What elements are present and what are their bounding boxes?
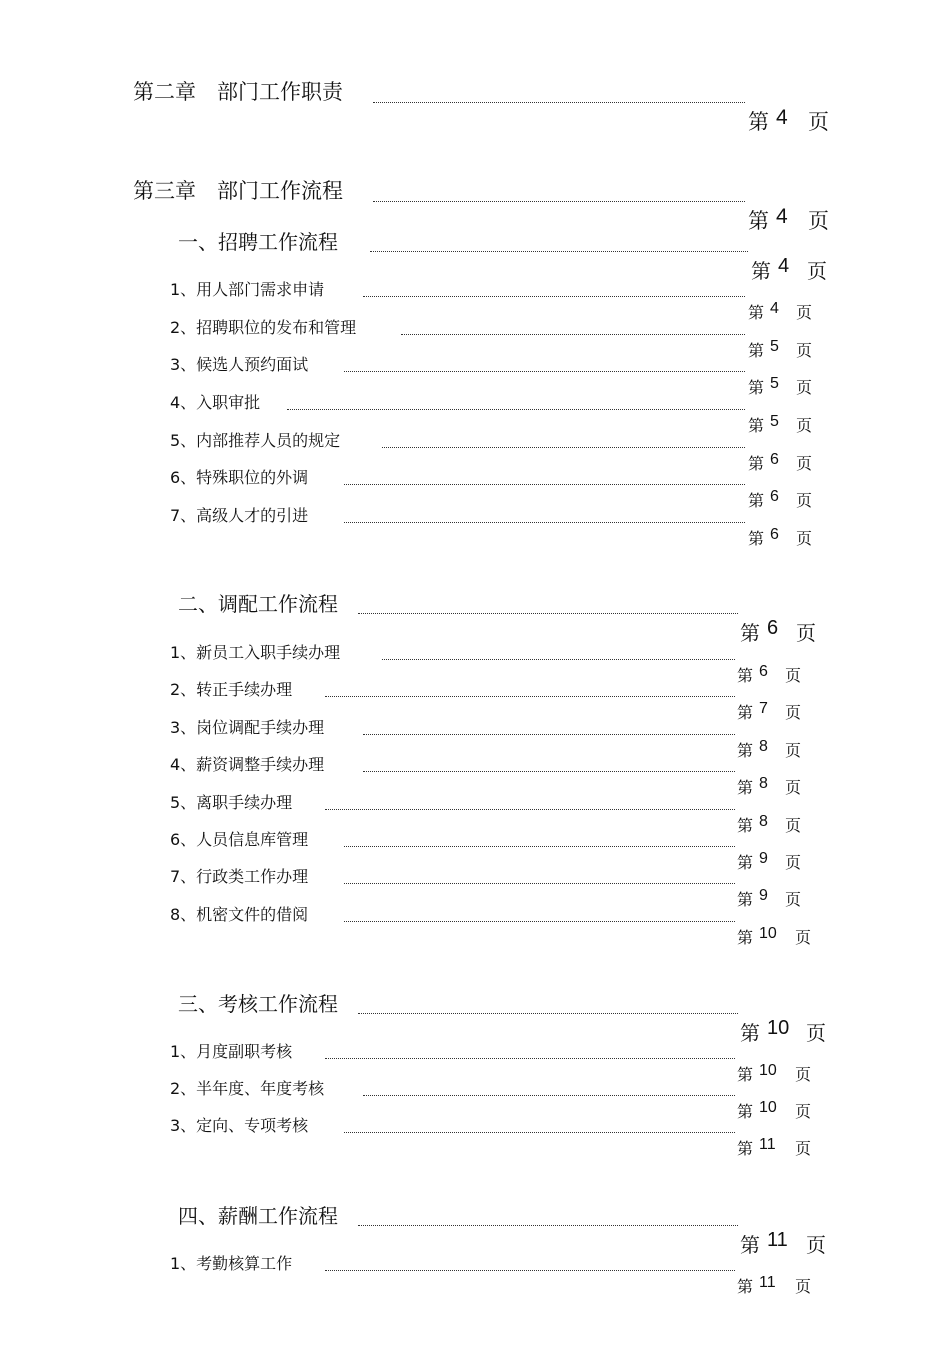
dot-leader [325,809,735,810]
page-prefix: 第 [748,341,765,360]
page-number: 4 [776,106,788,129]
toc-entry-item[interactable] [170,312,820,360]
dot-leader [363,1095,735,1096]
page-suffix: 页 [785,741,802,760]
page-suffix: 页 [808,209,829,233]
dot-leader [382,659,735,660]
toc-entry-item[interactable] [170,1036,820,1084]
page-prefix: 第 [737,1139,754,1158]
dot-leader [363,734,735,735]
toc-entry-title: 7、行政类工作办理 [170,867,309,886]
page-number: 11 [767,1229,788,1251]
dot-leader [363,771,735,772]
dot-leader [373,201,745,202]
page-number: 4 [776,205,788,228]
toc-entry-item[interactable] [170,637,810,685]
dot-leader [344,921,735,922]
dot-leader [287,409,745,410]
dot-leader [325,696,735,697]
toc-entry-title: 1、考勤核算工作 [170,1254,293,1273]
dot-leader [363,296,745,297]
page-suffix: 页 [796,341,813,360]
toc-entry-title: 四、薪酬工作流程 [178,1204,338,1228]
page-prefix: 第 [740,1021,760,1045]
page-number: 11 [759,1274,776,1291]
toc-entry-title: 3、岗位调配手续办理 [170,718,325,737]
page-suffix: 页 [807,259,827,283]
page-prefix: 第 [737,666,754,685]
page-number: 5 [770,338,779,355]
dot-leader [325,1058,735,1059]
toc-entry-title: 2、转正手续办理 [170,680,293,699]
toc-entry-item[interactable] [170,824,810,872]
page-number: 10 [759,925,777,942]
toc-entry-section-1[interactable] [178,229,833,283]
dot-leader [344,484,745,485]
dot-leader [344,846,735,847]
page-suffix: 页 [796,378,813,397]
toc-entry-title: 2、招聘职位的发布和管理 [170,318,357,337]
page-prefix: 第 [737,1102,754,1121]
toc-entry-title: 二、调配工作流程 [178,592,338,616]
toc-entry-section-4[interactable] [178,1203,833,1257]
page-prefix: 第 [748,491,765,510]
page-number: 8 [759,775,768,792]
page-prefix: 第 [748,454,765,473]
dot-leader [344,371,745,372]
page-prefix: 第 [748,378,765,397]
page-number: 9 [759,850,768,867]
page-suffix: 页 [785,816,802,835]
dot-leader [358,613,738,614]
dot-leader [401,334,745,335]
page-prefix: 第 [748,209,769,233]
page-number: 4 [778,255,790,277]
page-prefix: 第 [751,259,771,283]
toc-entry-title: 一、招聘工作流程 [178,230,338,254]
page-suffix: 页 [785,890,802,909]
page-prefix: 第 [737,816,754,835]
dot-leader [325,1270,735,1271]
page-number: 7 [759,700,768,717]
page-suffix: 页 [796,416,813,435]
page-suffix: 页 [795,1277,812,1296]
toc-entry-item[interactable] [170,787,810,835]
page-suffix: 页 [795,928,812,947]
page-prefix: 第 [748,529,765,548]
toc-entry-title: 4、入职审批 [170,393,261,412]
toc-entry-item[interactable] [170,274,820,322]
toc-entry-title: 1、新员工入职手续办理 [170,643,341,662]
page-suffix: 页 [785,703,802,722]
toc-entry-title: 6、人员信息库管理 [170,830,309,849]
toc-entry-title: 5、离职手续办理 [170,793,293,812]
toc-entry-item[interactable] [170,1073,820,1121]
toc-entry-title: 6、特殊职位的外调 [170,468,309,487]
page-suffix: 页 [795,1139,812,1158]
toc-entry-item[interactable] [170,349,820,397]
toc-entry-item[interactable] [170,712,810,760]
toc-entry-section-2[interactable] [178,591,823,645]
toc-entry-item[interactable] [170,500,820,548]
page-suffix: 页 [795,1102,812,1121]
page-prefix: 第 [737,1065,754,1084]
dot-leader [373,102,745,103]
toc-entry-item[interactable] [170,462,820,510]
page-suffix: 页 [796,454,813,473]
page-prefix: 第 [740,1233,760,1257]
page-number: 6 [759,663,768,680]
page-prefix: 第 [737,853,754,872]
toc-entry-chapter-2[interactable] [133,80,833,134]
page-prefix: 第 [737,778,754,797]
toc-entry-title: 1、月度副职考核 [170,1042,293,1061]
dot-leader [344,1132,735,1133]
page-prefix: 第 [737,890,754,909]
dot-leader [344,883,735,884]
toc-entry-title: 1、用人部门需求申请 [170,280,325,299]
page-prefix: 第 [748,416,765,435]
page-prefix: 第 [737,703,754,722]
page-prefix: 第 [737,741,754,760]
page-prefix: 第 [740,621,760,645]
page-suffix: 页 [796,491,813,510]
toc-entry-item[interactable] [170,425,820,473]
page-number: 11 [759,1136,776,1153]
page-suffix: 页 [785,853,802,872]
page-number: 6 [770,526,779,543]
page-prefix: 第 [748,303,765,322]
page-suffix: 页 [785,666,802,685]
page-number: 6 [770,451,779,468]
toc-entry-item[interactable] [170,387,820,435]
toc-entry-item[interactable] [170,674,810,722]
page-number: 5 [770,375,779,392]
page-number: 8 [759,738,768,755]
page-number: 5 [770,413,779,430]
dot-leader [370,251,748,252]
page-suffix: 页 [796,529,813,548]
page-number: 6 [767,617,779,639]
toc-entry-title: 5、内部推荐人员的规定 [170,431,341,450]
toc-entry-title: 7、高级人才的引进 [170,506,309,525]
toc-entry-title: 3、候选人预约面试 [170,355,309,374]
dot-leader [358,1013,738,1014]
toc-entry-item[interactable] [170,861,810,909]
toc-entry-title: 4、薪资调整手续办理 [170,755,325,774]
page-number: 4 [770,300,779,317]
dot-leader [344,522,745,523]
toc-entry-title: 三、考核工作流程 [178,992,338,1016]
page-number: 10 [759,1062,777,1079]
toc-entry-item[interactable] [170,1248,820,1296]
page-number: 8 [759,813,768,830]
toc-entry-title: 第二章 部门工作职责 [133,80,343,104]
page-number: 6 [770,488,779,505]
page-prefix: 第 [748,110,769,134]
page-suffix: 页 [785,778,802,797]
page-suffix: 页 [806,1233,826,1257]
toc-entry-chapter-3[interactable] [133,179,833,233]
toc-entry-title: 第三章 部门工作流程 [133,179,343,203]
page-prefix: 第 [737,1277,754,1296]
page-number: 10 [759,1099,777,1116]
toc-entry-title: 2、半年度、年度考核 [170,1079,325,1098]
page-prefix: 第 [737,928,754,947]
page-suffix: 页 [795,1065,812,1084]
page-number: 10 [767,1017,790,1039]
page-suffix: 页 [796,303,813,322]
toc-entry-title: 3、定向、专项考核 [170,1116,309,1135]
toc-entry-title: 8、机密文件的借阅 [170,905,309,924]
dot-leader [358,1225,738,1226]
dot-leader [382,447,745,448]
toc-entry-item[interactable] [170,1110,820,1158]
toc-entry-section-3[interactable] [178,991,833,1045]
toc-entry-item[interactable] [170,749,810,797]
toc-entry-item[interactable] [170,899,820,947]
page-suffix: 页 [796,621,816,645]
page-suffix: 页 [808,110,829,134]
page-number: 9 [759,887,768,904]
page-suffix: 页 [806,1021,826,1045]
